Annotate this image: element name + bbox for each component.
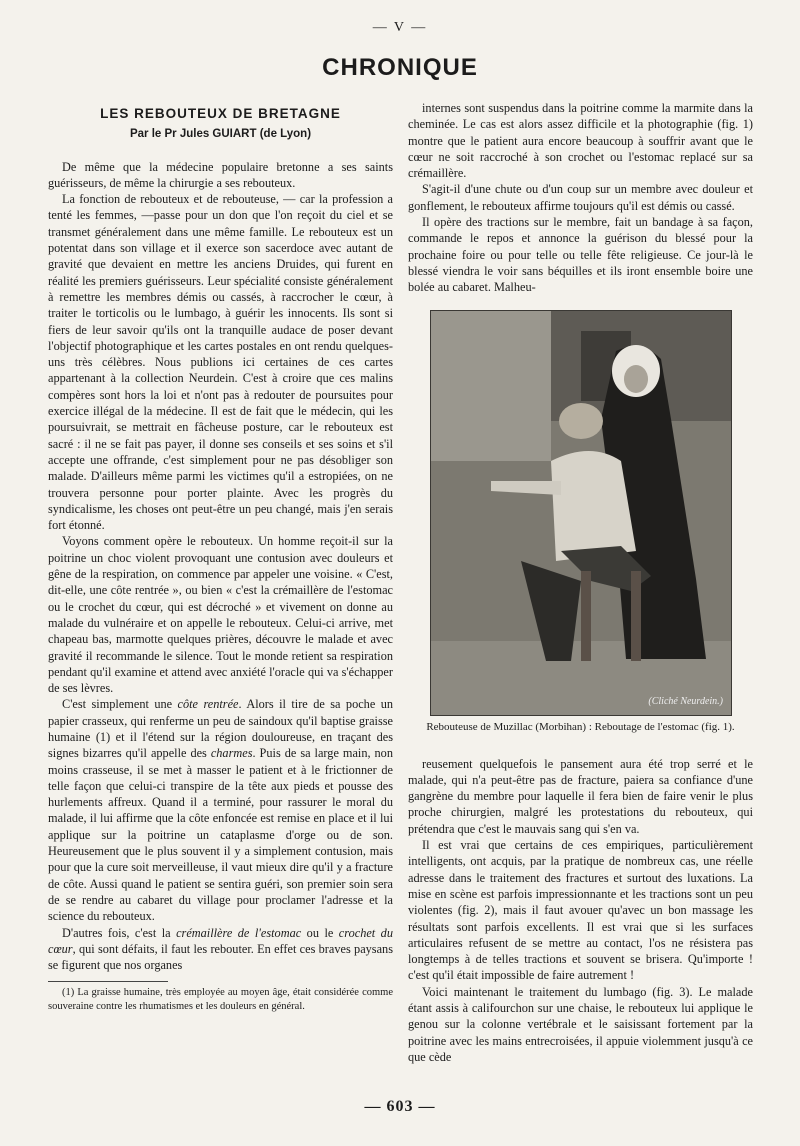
- page-marker: — V —: [372, 20, 428, 35]
- text-run: , qui sont défaits, il faut les rebouter. En effet ces braves paysans se figurent que nos organes: [48, 941, 393, 973]
- paragraph: De même que la médecine populaire bretonne a ses saints guérisseurs, de même la chirurgie a ses rebouteux.: [48, 159, 393, 190]
- paragraph: reusement quelquefois le pansement aura été trop serré et le malade, qui n'a peut-être pas de fracture, paiera sa confiance d'une gangrène du membre pour laquelle il fera bien de faire venir le plus proche chirurgien, malgré les protestations du rebouteux, qui prétendra que c'est le mauvais sang qui s'en va.: [408, 756, 753, 836]
- paragraph: [48, 925, 393, 974]
- paragraph: internes sont suspendus dans la poitrine comme la marmite dans la cheminée. Le cas est alors assez difficile et la photographie (fig. 1) montre que le patient aura encore beaucoup à souffrir avant que le cœur ne soit raccroché à son crochet ou l'estomac replacé sur sa crémaillère.: [408, 101, 753, 181]
- footnote: (1) La graisse humaine, très employée au moyen âge, était considérée comme souveraine contre les rhumatismes et les douleurs en général.: [48, 987, 393, 1012]
- emphasis-text: crochet du cœur: [48, 925, 393, 956]
- figure-photo: [430, 310, 732, 716]
- paragraph: Voici maintenant le traitement du lumbago (fig. 3). Le malade étant assis à califourchon sur une chaise, le rebouteux lui applique le genou sur la colonne vertébrale et le saisissant fortement par la poitrine avec les mains entrecroisées, il appuie violemment jusqu'à ce que cède: [408, 984, 753, 1064]
- left-column: [48, 100, 393, 1013]
- paragraph: Il est vrai que certains de ces empiriques, particulièrement intelligents, ont acquis, par la pratique de nombreux cas, une réelle adresse dans le traitement des fractures et surtout des luxations. La mise en scène est parfois impressionnante et les tractions sont un peu violentes (fig. 2), mais il faut avouer qu'avec un bon massage les résultats sont parfois excellents. Il est vrai que si les surfaces articulaires refusent de se mettre au contact, l'os ne résistera pas longtemps à de telles tractions et souvent se brisera. Qu'importe ! c'est qu'il était impossible de faire autrement !: [408, 838, 753, 983]
- article-title: LES REBOUTEUX DE BRETAGNE: [100, 106, 341, 121]
- section-title: CHRONIQUE: [322, 54, 478, 81]
- emphasis-text: crémaillère de l'estomac: [176, 925, 302, 940]
- paragraph: Il opère des tractions sur le membre, fait un bandage à sa façon, commande le repos et annonce la guérison du blessé pour la prochaine foire ou pour telle ou telle fête religieuse. Ce jour-là le blessé viendra le voir sans béquilles et ils iront ensemble boire une bolée au cabaret. Malheu-: [408, 215, 753, 295]
- text-run: D'autres fois, c'est la: [62, 925, 177, 940]
- paragraph: S'agit-il d'une chute ou d'un coup sur un membre avec douleur et gonflement, le rebouteux affirme toujours qu'il est démis ou cassé.: [408, 182, 753, 213]
- figure-caption: Rebouteuse de Muzillac (Morbihan) : Reboutage de l'estomac (fig. 1).: [426, 720, 735, 733]
- paragraph: [48, 696, 393, 924]
- text-run: . Puis de sa large main, non moins crasseuse, il se met à masser le patient et à le frictionner de telle façon que celui-ci transpire de la tête aux pieds et pousse des hurlements affreux. Quand il a terminé, pour rassurer le moral du malade, il lui affirme que la côte enfoncée est remise en place et il lui applique sur la poitrine un cataplasme d'orge ou de son. Heureusement que le plus souvent il y a simplement contusion, mais pour que la cure soit merveilleuse, il vaut mieux dire qu'il y a fracture de côte. Aussi quand le patient se sentira guéri, son premier soin sera de se rendre au cabaret du village pour proclamer l'adresse et la science du rebouteux.: [48, 746, 393, 924]
- text-run: C'est simplement une: [62, 697, 178, 712]
- footnote-divider: [48, 981, 168, 982]
- right-column: [408, 100, 753, 1065]
- paragraph: La fonction de rebouteux et de rebouteuse, — car la profession a tenté les femmes, —passe pour un don que l'on reçoit du ciel et se transmet généralement dans une même famille. Le rebouteux est un potentat dans son village et il exerce son sacerdoce avec autant de gravité que devaient en mettre les anciens Druides, qui furent en réalité les premiers guérisseurs. Leur spécialité consiste généralement à remettre les membres démis ou cassés, à raccrocher le cœur, à traiter le torticolis ou le lumbago, à guérir les innocents. Ils sont si fiers de leur savoir qu'ils ont la tranquille audace de poser devant l'objectif photographique et les cartes postales en ont rendu quelques-uns très célèbres. Nous publions ici certaines de ces cartes appartenant à la collection Neurdein. C'est à croire que ces malins compères sont hors la loi et n'ont pas à redouter de poursuites pour exercice illégal de la médecine. Il est de fait que le médecin, qui les poursuivrait, se mettrait en fâcheuse posture, car le rebouteux est sacré : il ne se fait pas payer, il donne ses conseils et ses soins et s'il accepte une offrande, c'est simplement pour ne pas désobliger son malade. D'ailleurs même parmi les victimes qu'il a estropiées, on ne trouvera personne pour porter plainte. Avec les progrès du syndicalisme, les choses ont peut-être un peu changé, mais j'en serais fort étonné.: [48, 192, 393, 533]
- page-number: — 603 —: [364, 1098, 436, 1115]
- text-run: . Alors il tire de sa poche un papier crasseux, qui renferme un peu de saindoux qu'il baptise graisse humaine (1) et il l'étend sur la région douloureuse, en traçant des signes bizarres qu'il appelle des: [48, 697, 394, 761]
- article-byline: Par le Pr Jules GUIART (de Lyon): [129, 128, 312, 141]
- photo-illustration: [431, 311, 731, 715]
- text-run: ou le: [301, 925, 339, 940]
- emphasis-text: côte rentrée: [177, 697, 239, 712]
- photo-credit: (Cliché Neurdein.): [648, 696, 723, 708]
- emphasis-text: charmes: [210, 746, 253, 761]
- paragraph: Voyons comment opère le rebouteux. Un homme reçoit-il sur la poitrine un choc violent provoquant une contusion avec douleurs et gêne de la respiration, on commence par appeler une voisine. « C'est, dit-elle, une côte rentrée », ou bien « c'est la crémaillère de l'estomac ou le crochet du cœur, qui est décroché » et vivement on donne au malade du vulnéraire et on appelle le rebouteux. Celui-ci arrive, met chapeau bas, marmotte quelques prières, découvre le malade et avec gravité il recommande le silence. Tout le monde retient sa respiration pendant qu'il examine et attend avec anxiété l'oracle qui va s'échapper de ses lèvres.: [48, 534, 393, 696]
